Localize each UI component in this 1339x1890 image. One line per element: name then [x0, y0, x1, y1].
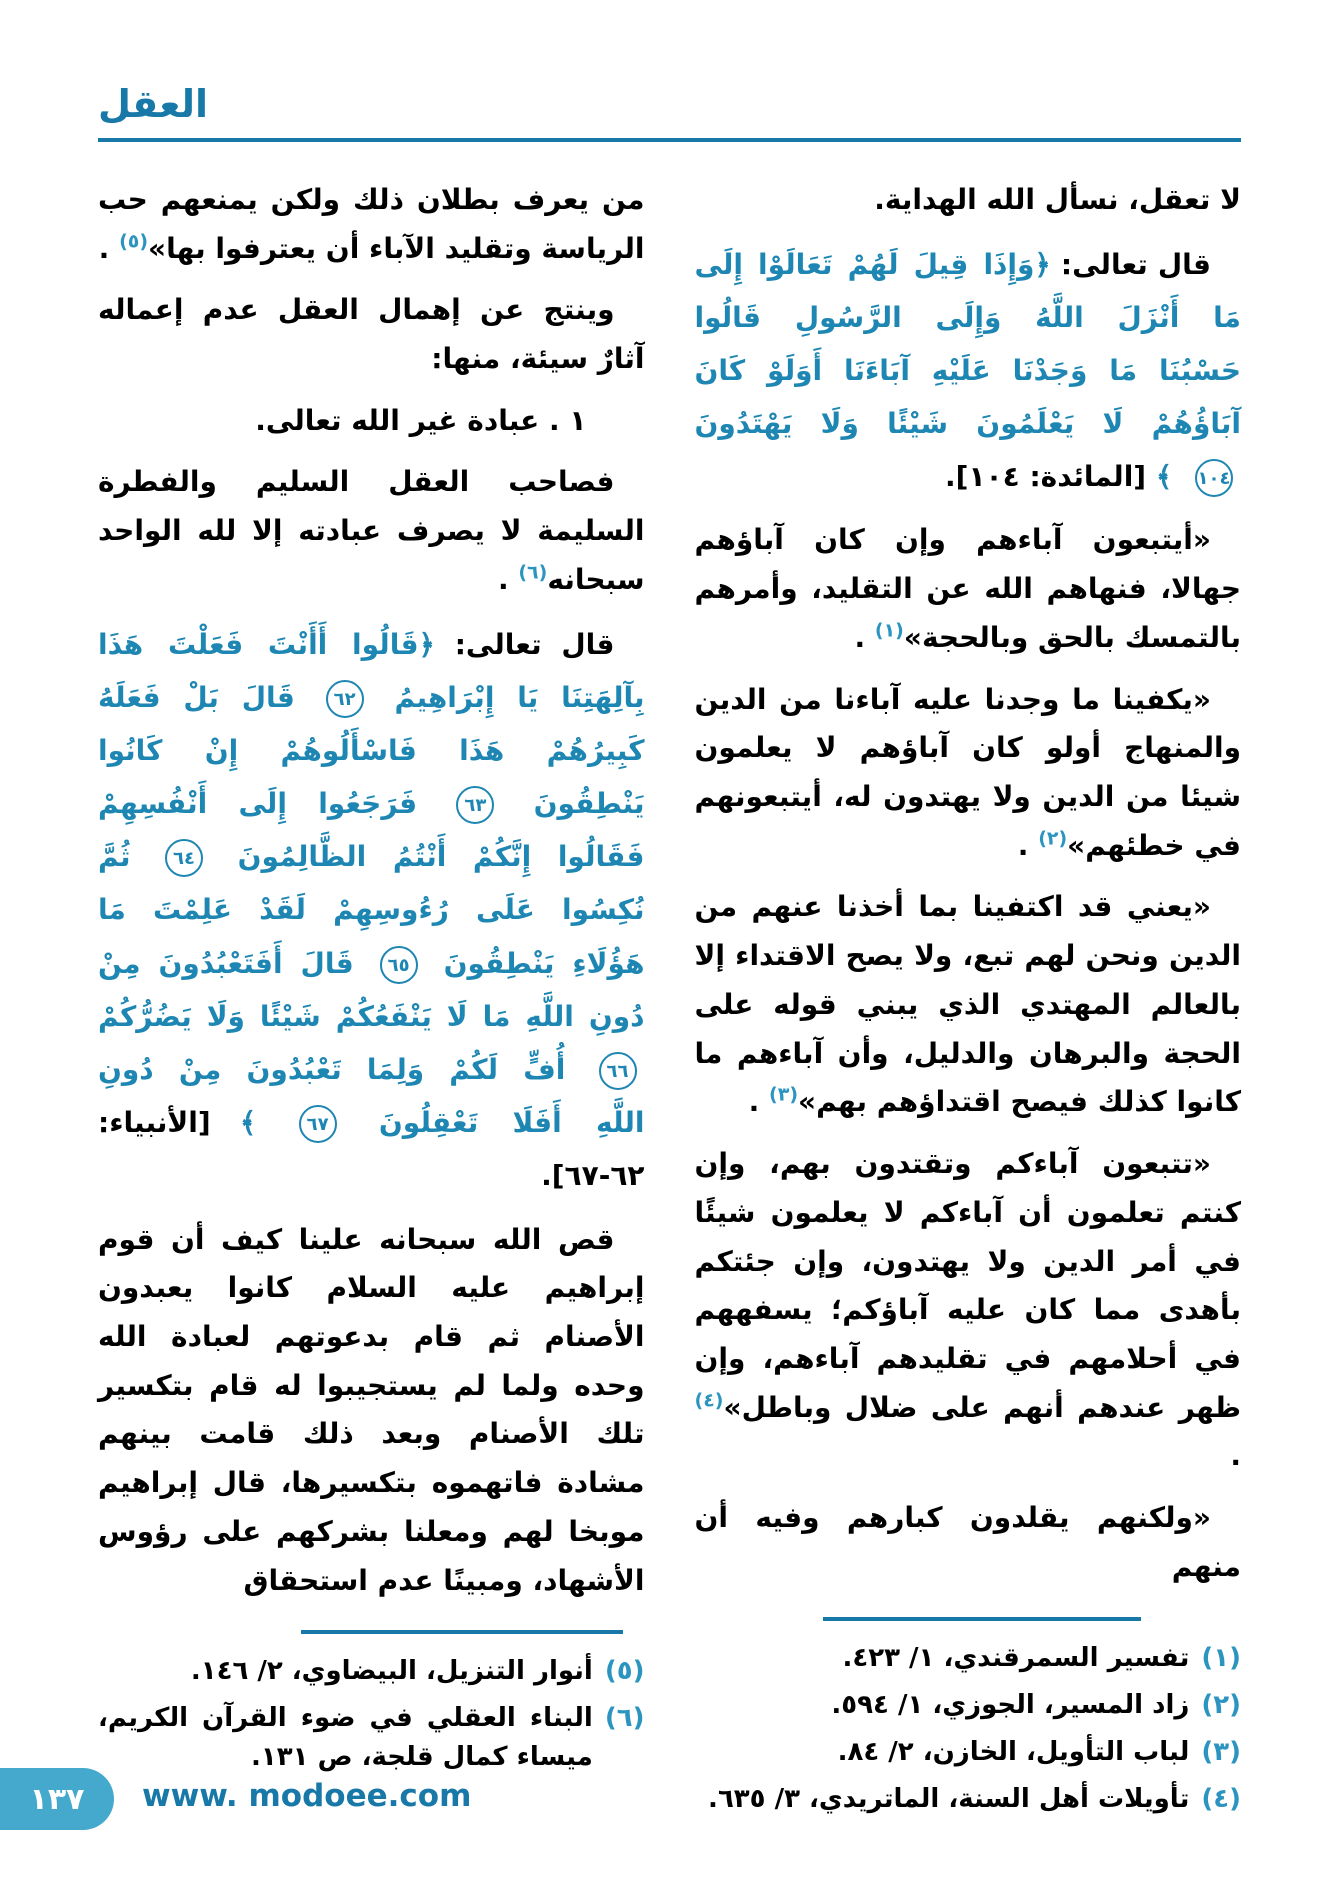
quran-text-run: قَالَ أَفَتَعْبُدُونَ مِنْ دُونِ اللَّهِ مَا لَا يَنْفَعُكُمْ شَيْئًا وَلَا يَضُرُّكُمْ — [98, 946, 645, 1033]
footnote-text: البناء العقلي في ضوء القرآن الكريم، ميساء كمال قلجة، ص ١٣١. — [98, 1703, 593, 1773]
footnotes-right — [695, 1605, 1242, 1827]
body-text-run: قال تعالى: — [1050, 247, 1211, 281]
paragraph — [98, 176, 645, 273]
footnotes-left — [98, 1618, 645, 1785]
footnote — [695, 1686, 1242, 1725]
paragraph — [98, 286, 645, 383]
quran-text-run: فَرَجَعُوا إِلَى أَنْفُسِهِمْ فَقَالُوا إِنَّكُمْ أَنْتُمُ الظَّالِمُونَ — [98, 787, 645, 874]
footnote-separator — [301, 1630, 623, 1634]
quran-text-run: أُفٍّ لَكُمْ وَلِمَا تَعْبُدُونَ مِنْ دُونِ اللَّهِ أَفَلَا تَعْقِلُونَ — [98, 1053, 645, 1140]
page-title: العقل — [98, 82, 209, 126]
footnote — [695, 1639, 1242, 1678]
footnote-marker: (٤) — [694, 1389, 724, 1412]
footnote-number: (٦) — [604, 1703, 645, 1734]
verse-reference: [المائدة: ١٠٤]. — [945, 460, 1156, 494]
body-text-run: «تتبعون آباءكم وتقتدون بهم، وإن كنتم تعلمون أن آباءكم لا يعلمون شيئًا في أمر الدين ولا يهتدون، وإن جئتكم بأهدى مما كان عليه آباؤكم؛ يسفههم في أحلامهم في تقليدهم آباءهم، وإن ظهر عندهم أنهم على ضلال وباطل» — [694, 1147, 1241, 1424]
footnote — [695, 1733, 1242, 1772]
footnote-number: (٢) — [1201, 1689, 1241, 1720]
quran-text-run: ﴿قَالُوا أَأَنْتَ فَعَلْتَ هَذَا بِآلِهَتِنَا يَا إِبْرَاهِيمُ — [98, 627, 645, 714]
page-header — [0, 0, 1339, 142]
numbered-heading — [98, 397, 645, 446]
body-text-run: «أيتبعون آباءهم وإن كان آباؤهم جهالا، فنهاهم الله عن التقليد، وأمرهم بالتمسك بالحق وبالحجة» — [694, 523, 1241, 654]
footnote-separator — [823, 1617, 1141, 1621]
body-text-run: قص الله سبحانه علينا كيف أن قوم إبراهيم عليه السلام كانوا يعبدون الأصنام ثم قام بدعوتهم لعبادة الله وحده ولما لم يستجيبوا له قام بتكسير تلك الأصنام وبعد ذلك قامت بينهم مشادة فاتهموه بتكسيرها، قال إبراهيم موبخا لهم ومعلنا بشركهم على رؤوس الأشهاد، ومبينًا عدم استحقاق — [98, 1222, 645, 1597]
body-text-run: قال تعالى: — [434, 627, 615, 661]
footnote-number: (٣) — [1201, 1736, 1241, 1767]
body-text-run: «ولكنهم يقلدون كبارهم وفيه أن منهم — [694, 1501, 1241, 1583]
footnote-number: (١) — [1201, 1642, 1241, 1673]
footnote — [98, 1699, 645, 1777]
body-text-run: . — [1230, 1439, 1241, 1473]
ayah-number-mark: ٦٤ — [165, 839, 203, 877]
footnote — [98, 1652, 645, 1691]
quran-text-run: ﴾ — [239, 1106, 291, 1140]
ayah-number-mark: ٦٦ — [599, 1052, 637, 1090]
footnote-text: لباب التأويل، الخازن، ٢/ ٨٤. — [837, 1736, 1190, 1767]
quote-paragraph — [695, 883, 1242, 1127]
paragraph — [98, 1216, 645, 1606]
quote-paragraph — [695, 1140, 1242, 1481]
body-text-run: من يعرف بطلان ذلك ولكن يمنعهم حب الرياسة وتقليد الآباء أن يعترفوا بها» — [98, 182, 645, 265]
verse-reference: [الأنبياء: ٦٢-٦٧]. — [98, 1106, 645, 1193]
column-left — [98, 176, 645, 1773]
body-text-run: وينتج عن إهمال العقل عدم إعماله آثارٌ سيئة، منها: — [98, 293, 645, 375]
quran-text-run: قَالَ بَلْ فَعَلَهُ كَبِيرُهُمْ هَذَا فَاسْأَلُوهُمْ إِنْ كَانُوا يَنْطِقُونَ — [98, 680, 645, 821]
column-right — [694, 176, 1242, 1814]
footnote-marker: (٥) — [119, 230, 149, 253]
ayah-number-mark: ٦٣ — [456, 786, 494, 824]
footnote-marker: (٣) — [769, 1084, 799, 1107]
footnote-text: أنوار التنزيل، البيضاوي، ٢/ ١٤٦. — [190, 1656, 593, 1687]
page-number: ١٣٧ — [29, 1781, 85, 1817]
body-text-run: «يعني قد اكتفينا بما أخذنا عنهم من الدين ونحن لهم تبع، ولا يصح الاقتداء إلا بالعالم المهتدي الذي يبني قوله على الحجة والبرهان والدليل، وأن آباءهم ما كانوا كذلك فيصح اقتداؤهم بهم» — [694, 890, 1241, 1119]
body-text-run: . — [854, 620, 875, 654]
footnote-text: تفسير السمرقندي، ١/ ٤٢٣. — [842, 1642, 1190, 1673]
body-text-run: لا تعقل، نسأل الله الهداية. — [874, 182, 1241, 216]
quran-text-run: ﴿وَإِذَا قِيلَ لَهُمْ تَعَالَوْا إِلَى مَا أَنْزَلَ اللَّهُ وَإِلَى الرَّسُولِ قَالُوا حَسْبُنَا مَا وَجَدْنَا عَلَيْهِ آبَاءَنَا أَوَلَوْ كَانَ آبَاؤُهُمْ لَا يَعْلَمُونَ شَيْئًا وَلَا يَهْتَدُونَ — [694, 247, 1241, 441]
footnote-number: (٤) — [1201, 1783, 1241, 1814]
ayah-number-mark: ١٠٤ — [1195, 459, 1233, 497]
body-text-run: فصاحب العقل السليم والفطرة السليمة لا يصرف عبادته إلا لله الواحد سبحانه — [98, 465, 645, 596]
ayah-number-mark: ٦٥ — [380, 946, 418, 984]
body-text-run: . — [1017, 828, 1039, 862]
quran-text-run: ﴾ — [1155, 460, 1187, 494]
footnote-marker: (٦) — [518, 561, 548, 584]
ayah-number-mark: ٦٢ — [326, 680, 364, 718]
paragraph — [98, 458, 645, 604]
quran-verse-paragraph — [695, 238, 1242, 504]
footnote — [695, 1780, 1242, 1819]
quote-paragraph — [695, 1494, 1242, 1591]
footnote-text: تأويلات أهل السنة، الماتريدي، ٣/ ٦٣٥. — [708, 1783, 1190, 1814]
website-link[interactable]: www. modoee.com — [142, 1778, 472, 1814]
quote-paragraph — [695, 676, 1242, 871]
body-text-run: «يكفينا ما وجدنا عليه آباءنا من الدين والمنهاج أولو كان آباؤهم لا يعلمون شيئا من الدين ولا يهتدون له، أيتبعونهم في خطئهم» — [694, 682, 1241, 862]
quote-paragraph — [695, 516, 1242, 662]
footnote-marker: (١) — [874, 619, 904, 642]
page-number-badge — [0, 1768, 114, 1830]
paragraph — [695, 176, 1242, 225]
quran-text-run: ثُمَّ نُكِسُوا عَلَى رُءُوسِهِمْ لَقَدْ عَلِمْتَ مَا هَؤُلَاءِ يَنْطِقُونَ — [98, 840, 645, 980]
footnote-number: (٥) — [604, 1656, 645, 1687]
body-text-run: . — [98, 231, 120, 265]
ayah-number-mark: ٦٧ — [299, 1105, 337, 1143]
footnote-text: زاد المسير، الجوزي، ١/ ٥٩٤. — [831, 1689, 1190, 1720]
body-text-run: ١ . عبادة غير الله تعالى. — [255, 403, 587, 437]
quran-verse-paragraph — [98, 618, 645, 1203]
body-text-run: . — [497, 562, 519, 596]
footnote-marker: (٢) — [1038, 827, 1068, 850]
body-text-run: . — [748, 1085, 770, 1119]
